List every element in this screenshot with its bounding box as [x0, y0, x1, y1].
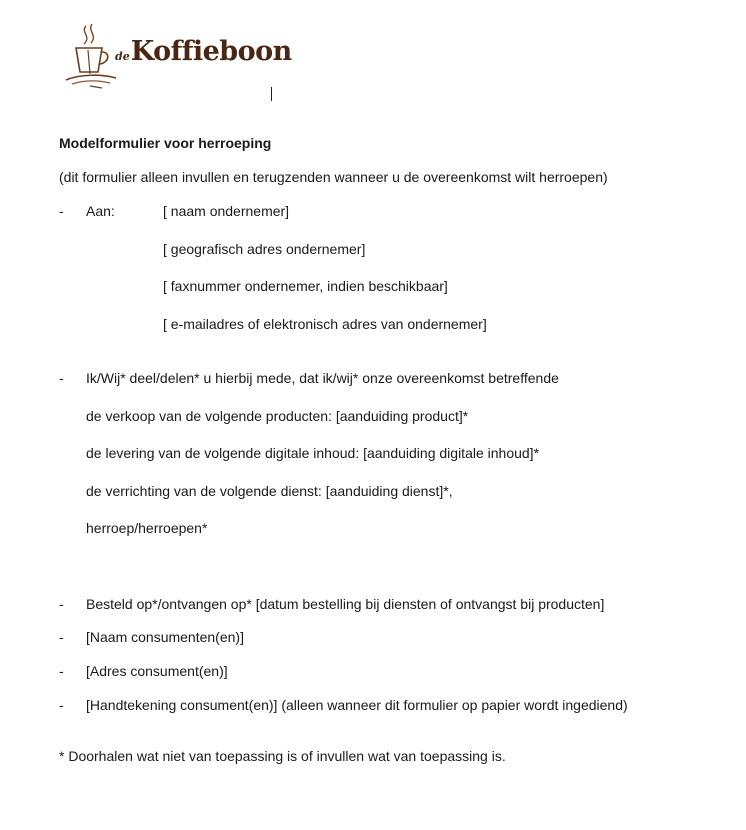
- notice-line: de verkoop van de volgende producten: [aanduiding product]*: [86, 408, 469, 424]
- bullet-dash: -: [59, 697, 64, 713]
- recipient-email: [ e-mailadres of elektronisch adres van ondernemer]: [163, 316, 487, 332]
- field-order-date: Besteld op*/ontvangen op* [datum bestelling bij diensten of ontvangst bij producten]: [86, 596, 605, 612]
- bullet-dash: -: [59, 370, 64, 386]
- logo-wordmark: [115, 36, 292, 67]
- bullet-dash: -: [59, 663, 64, 679]
- bullet-dash: -: [59, 596, 64, 612]
- logo-name: Koffieboon: [130, 36, 292, 67]
- footnote: * Doorhalen wat niet van toepassing is of invullen wat van toepassing is.: [59, 748, 506, 764]
- recipient-label: Aan:: [86, 203, 115, 219]
- recipient-fax: [ faxnummer ondernemer, indien beschikbaar]: [163, 278, 448, 294]
- notice-line: de verrichting van de volgende dienst: [aanduiding dienst]*,: [86, 483, 453, 499]
- bullet-dash: -: [59, 629, 64, 645]
- field-signature: [Handtekening consument(en)] (alleen wanneer dit formulier op papier wordt ingediend): [86, 697, 628, 713]
- form-title: Modelformulier voor herroeping: [59, 135, 272, 151]
- recipient-address: [ geografisch adres ondernemer]: [163, 241, 366, 257]
- field-consumer-address: [Adres consument(en)]: [86, 663, 228, 679]
- field-consumer-name: [Naam consumenten(en)]: [86, 629, 244, 645]
- notice-line: herroep/herroepen*: [86, 520, 208, 536]
- bullet-dash: -: [59, 203, 64, 219]
- logo-prefix: de: [115, 50, 130, 63]
- notice-line: de levering van de volgende digitale inhoud: [aanduiding digitale inhoud]*: [86, 445, 540, 461]
- recipient-name: [ naam ondernemer]: [163, 203, 290, 219]
- company-logo: [62, 22, 292, 94]
- form-intro: (dit formulier alleen invullen en terugzenden wanneer u de overeenkomst wilt herroepen): [59, 169, 608, 185]
- notice-line: Ik/Wij* deel/delen* u hierbij mede, dat ik/wij* onze overeenkomst betreffende: [86, 370, 559, 386]
- text-cursor: [271, 87, 272, 101]
- coffee-cup-logo-icon: [62, 22, 122, 94]
